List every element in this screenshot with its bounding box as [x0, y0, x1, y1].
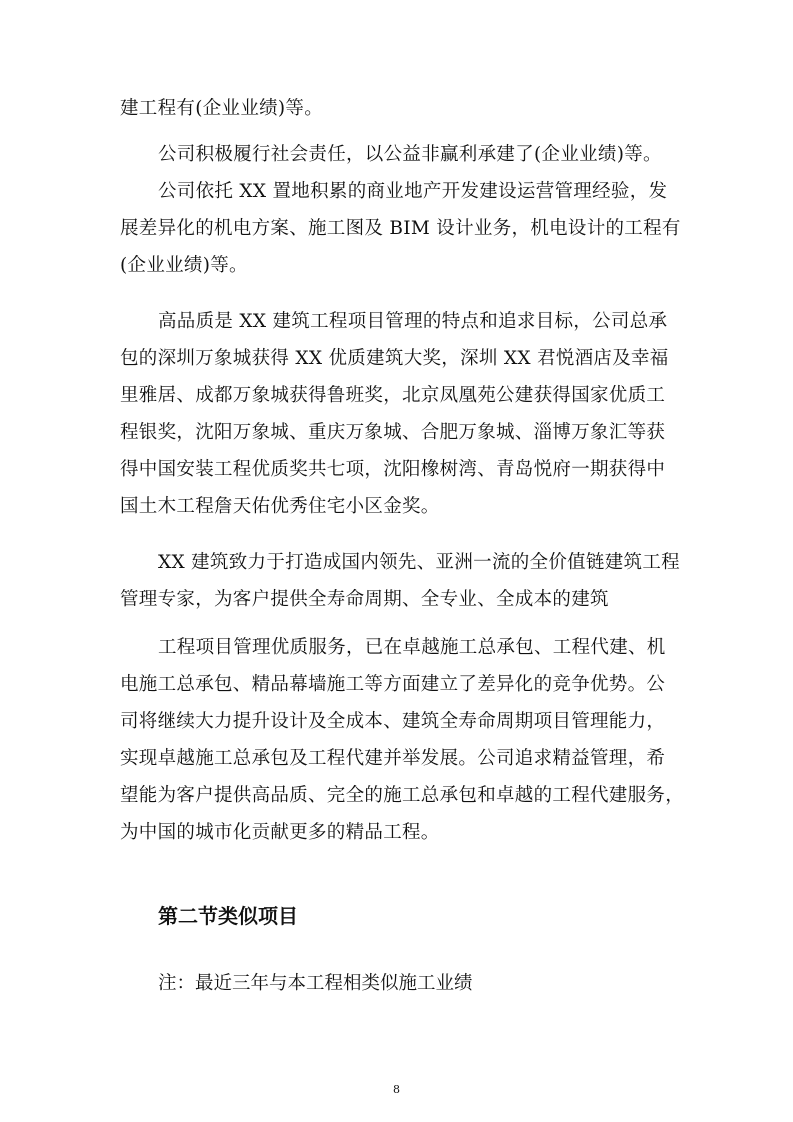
- body-line: 建工程有(企业业绩)等。: [120, 98, 324, 119]
- body-line: 公司积极履行社会责任，以公益非赢利承建了(企业业绩)等。: [158, 144, 662, 165]
- body-line: 公司依托 XX 置地积累的商业地产开发建设运营管理经验，发: [158, 181, 668, 202]
- body-line: 里雅居、成都万象城获得鲁班奖，北京凤凰苑公建获得国家优质工: [120, 385, 666, 406]
- body-line: 为中国的城市化贡献更多的精品工程。: [120, 822, 440, 843]
- body-line: 司将继续大力提升设计及全成本、建筑全寿命周期项目管理能力，: [120, 711, 666, 732]
- body-line: 程银奖，沈阳万象城、重庆万象城、合肥万象城、淄博万象汇等获: [120, 422, 666, 443]
- body-line: (企业业绩)等。: [120, 255, 248, 276]
- note-line: 注：最近三年与本工程相类似施工业绩: [158, 973, 473, 994]
- body-line: 望能为客户提供高品质、完全的施工总承包和卓越的工程代建服务，: [120, 785, 685, 806]
- body-line: 国土木工程詹天佑优秀住宅小区金奖。: [120, 496, 440, 517]
- body-line: 包的深圳万象城获得 XX 优质建筑大奖，深圳 XX 君悦酒店及幸福: [120, 348, 669, 369]
- body-line: XX 建筑致力于打造成国内领先、亚洲一流的全价值链建筑工程: [158, 552, 680, 573]
- body-line: 实现卓越施工总承包及工程代建并举发展。公司追求精益管理，希: [120, 748, 666, 769]
- body-line: 展差异化的机电方案、施工图及 BIM 设计业务，机电设计的工程有: [120, 218, 681, 239]
- body-line: 工程项目管理优质服务，已在卓越施工总承包、工程代建、机: [158, 637, 666, 658]
- page-number: 8: [393, 1083, 400, 1096]
- body-line: 管理专家，为客户提供全寿命周期、全专业、全成本的建筑: [120, 589, 609, 610]
- body-line: 得中国安装工程优质奖共七项，沈阳橡树湾、青岛悦府一期获得中: [120, 459, 666, 480]
- section-heading: 第二节类似项目: [158, 904, 298, 928]
- body-line: 高品质是 XX 建筑工程项目管理的特点和追求目标，公司总承: [158, 311, 668, 332]
- body-line: 电施工总承包、精品幕墙施工等方面建立了差异化的竞争优势。公: [120, 674, 666, 695]
